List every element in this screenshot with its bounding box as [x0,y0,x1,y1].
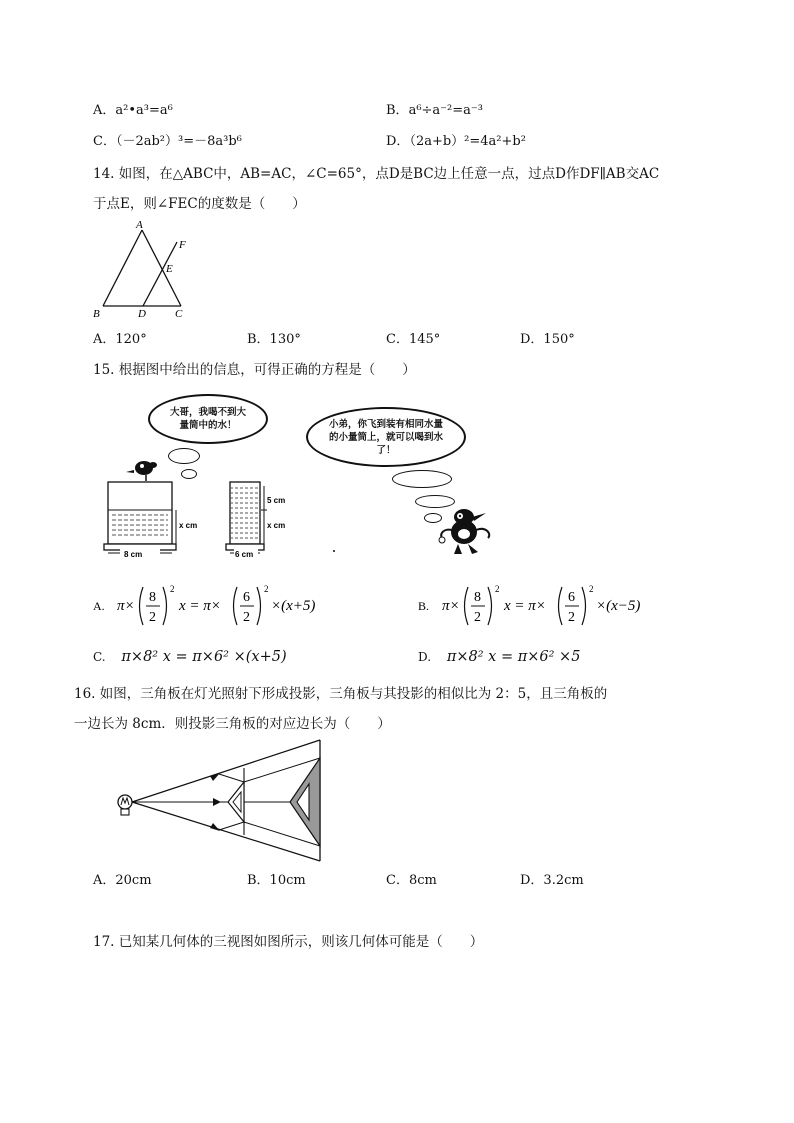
svg-text:2: 2 [568,610,575,625]
svg-text:6: 6 [243,590,250,605]
q14-option-a[interactable]: A．120° [93,332,147,347]
q15-option-b[interactable] [418,582,648,630]
q16-option-c[interactable]: C．8cm [386,873,437,888]
q14-label-a: A [136,219,143,231]
q14-option-c[interactable]: C．145° [386,332,441,347]
q15-cyl2-rise-label: 5 cm [267,496,286,505]
q14-label-b: B [93,308,100,320]
q16-stem-line1: 16. 如图，三角板在灯光照射下形成投影，三角板与其投影的相似比为 2：5，且三角板的 [74,686,608,702]
q14-stem-line2: 于点E，则∠FEC的度数是（ ） [93,196,306,212]
q16-stem-line2: 一边长为 8cm．则投影三角板的对应边长为（ ） [74,716,391,732]
svg-text:B.: B. [418,599,430,613]
q15-speech-bubble-small-bird: 大哥，我喝不到大量筒中的水！ [148,394,268,444]
svg-text:2: 2 [474,610,481,625]
svg-text:×(x−5): ×(x−5) [596,598,641,614]
q15-option-c[interactable]: C. π×8² x = π×6² ×(x+5) [93,649,287,665]
q16-option-d[interactable]: D．3.2cm [520,873,584,888]
svg-text:6: 6 [568,590,575,605]
q15-cyl1-width-label: 8 cm [124,550,143,559]
svg-text:2: 2 [264,584,269,594]
q13-option-d[interactable]: D．（2a+b）²=4a²+b² [386,134,526,149]
small-bird-icon [126,461,157,481]
svg-text:×(x+5): ×(x+5) [271,598,316,614]
q15-thought-dot-4 [415,495,455,508]
svg-text:2: 2 [589,584,594,594]
q14-option-d[interactable]: D．150° [520,332,575,347]
svg-text:x = π×: x = π× [179,598,221,614]
q15-option-d[interactable]: D. π×8² x = π×6² ×5 [418,649,581,665]
q16-projection-figure [112,740,327,864]
q15-speech-bubble-big-bird: 小弟，你飞到装有相同水量的小量筒上，就可以喝到水了！ [306,407,466,467]
q13-option-b-text: a⁶÷a⁻²=a⁻³ [408,103,483,118]
svg-text:2: 2 [170,584,175,594]
q14-stem-line1: 14. 如图，在△ABC中，AB=AC，∠C=65°，点D是BC边上任意一点，过点D作DF∥AB交AC [93,166,660,182]
q13-option-b[interactable]: B．a⁶÷a⁻²=a⁻³ [386,103,483,118]
svg-text:2: 2 [495,584,500,594]
q15-cyl2-level-label: x cm [267,521,286,530]
q14-label-c: C [175,308,183,320]
svg-text:8: 8 [474,590,481,605]
q15-stem: 15. 根据图中给出的信息，可得正确的方程是（ ） [93,362,416,378]
svg-text:A.: A. [93,599,105,613]
svg-text:2: 2 [149,610,156,625]
big-bird-icon [436,508,498,558]
q16-option-b[interactable]: B．10cm [247,873,306,888]
q13-option-d-text: （2a+b）²=4a²+b² [409,134,526,149]
svg-text:8: 8 [149,590,156,605]
q14-label-f: F [179,239,186,251]
svg-text:2: 2 [243,610,250,625]
lamp-icon [118,795,132,815]
svg-text:x = π×: x = π× [504,598,546,614]
q15-cyl2-width-label: 6 cm [235,550,254,559]
q15-cyl1-level-label: x cm [179,521,198,530]
q15-cylinders-figure [96,456,396,560]
q14-label-e: E [166,263,173,275]
svg-text:π×: π× [442,598,460,614]
q16-option-a[interactable]: A．20cm [93,873,152,888]
q15-option-a[interactable] [93,582,323,630]
q13-option-c[interactable]: C．（－2ab²）³=－8a³b⁶ [93,134,242,149]
q13-option-a-text: a²•a³=a⁶ [115,103,173,118]
q14-option-b[interactable]: B．130° [247,332,301,347]
q13-option-a[interactable]: A．a²•a³=a⁶ [93,103,173,118]
q15-option-d-equation: π×8² x = π×6² ×5 [446,649,581,665]
q14-label-d: D [138,308,146,320]
svg-text:π×: π× [117,598,135,614]
q13-option-c-text: （－2ab²）³=－8a³b⁶ [115,134,242,149]
q14-triangle-figure [90,218,200,322]
q15-thought-dot-3 [392,470,452,488]
q17-stem: 17. 已知某几何体的三视图如图所示，则该几何体可能是（ ） [93,934,484,950]
q15-option-c-equation: π×8² x = π×6² ×(x+5) [121,649,287,665]
